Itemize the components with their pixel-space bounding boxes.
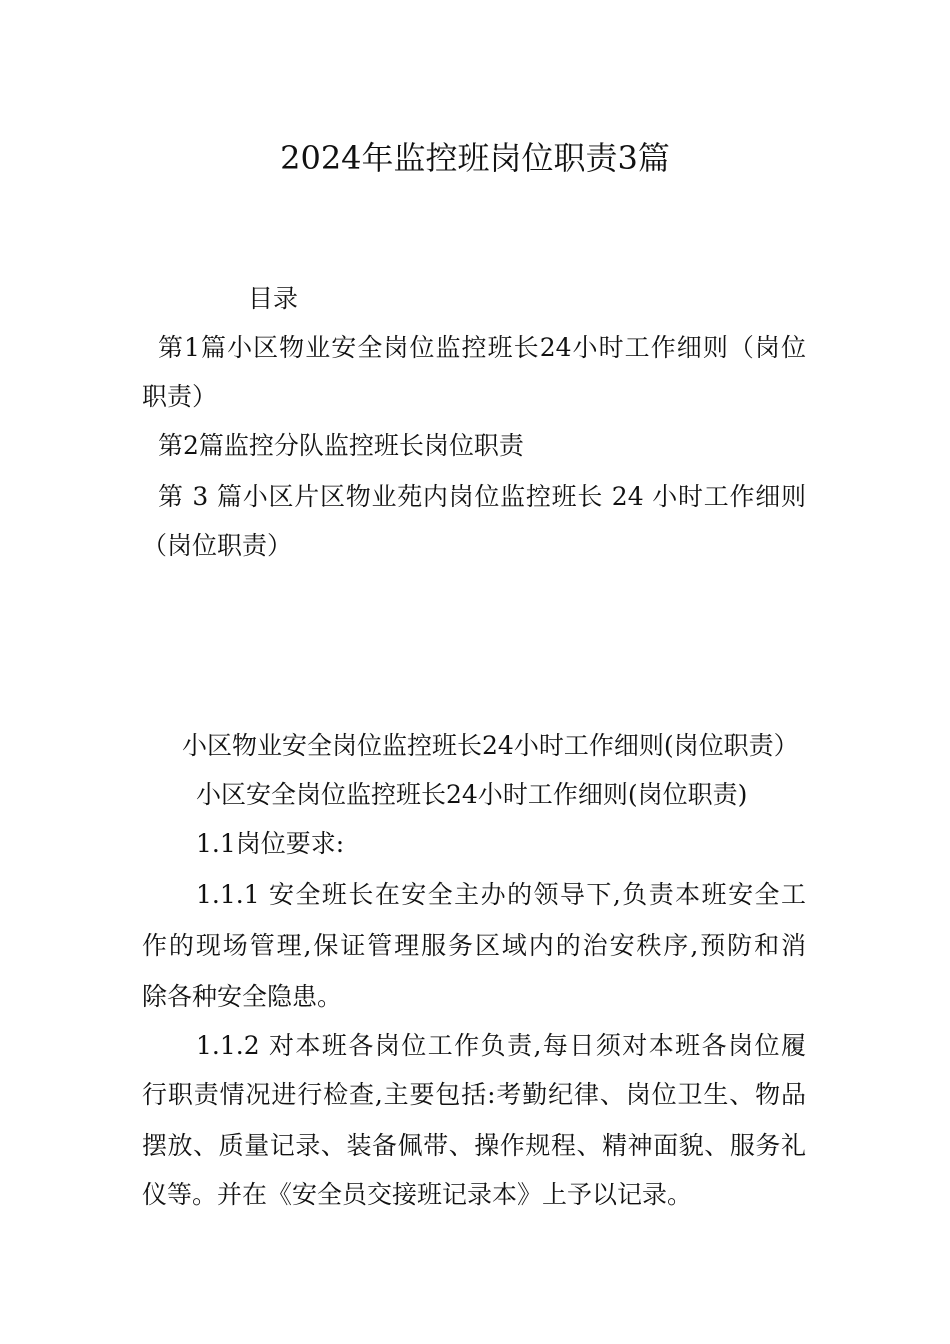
toc-item-2: 第2篇监控分队监控班长岗位职责 [158, 431, 524, 460]
body-heading-2: 小区安全岗位监控班长24小时工作细则(岗位职责) [196, 780, 748, 809]
paragraph-1-line-3: 除各种安全隐患。 [142, 982, 343, 1011]
toc-item-1-line1: 第1篇小区物业安全岗位监控班长24小时工作细则（岗位 [158, 333, 806, 362]
paragraph-2-line-4: 仪等。并在《安全员交接班记录本》上予以记录。 [142, 1180, 693, 1209]
toc-item-1-line2: 职责） [142, 382, 218, 411]
paragraph-2-line-2: 行职责情况进行检查,主要包括:考勤纪律、岗位卫生、物品 [142, 1080, 806, 1109]
paragraph-1-line-2: 作的现场管理,保证管理服务区域内的治安秩序,预防和消 [142, 931, 806, 960]
paragraph-2-line-1: 1.1.2 对本班各岗位工作负责,每日须对本班各岗位履 [196, 1031, 806, 1060]
document-title: 2024年监控班岗位职责3篇 [280, 139, 670, 177]
section-heading: 1.1岗位要求: [196, 829, 345, 858]
toc-heading: 目录 [248, 284, 299, 313]
body-heading-1: 小区物业安全岗位监控班长24小时工作细则(岗位职责） [182, 731, 799, 760]
toc-item-3-line1: 第 3 篇小区片区物业苑内岗位监控班长 24 小时工作细则 [158, 482, 806, 511]
toc-item-3-line2: （岗位职责） [142, 531, 293, 560]
paragraph-2-line-3: 摆放、质量记录、装备佩带、操作规程、精神面貌、服务礼 [142, 1131, 806, 1160]
paragraph-1-line-1: 1.1.1 安全班长在安全主办的领导下,负责本班安全工 [196, 880, 806, 909]
